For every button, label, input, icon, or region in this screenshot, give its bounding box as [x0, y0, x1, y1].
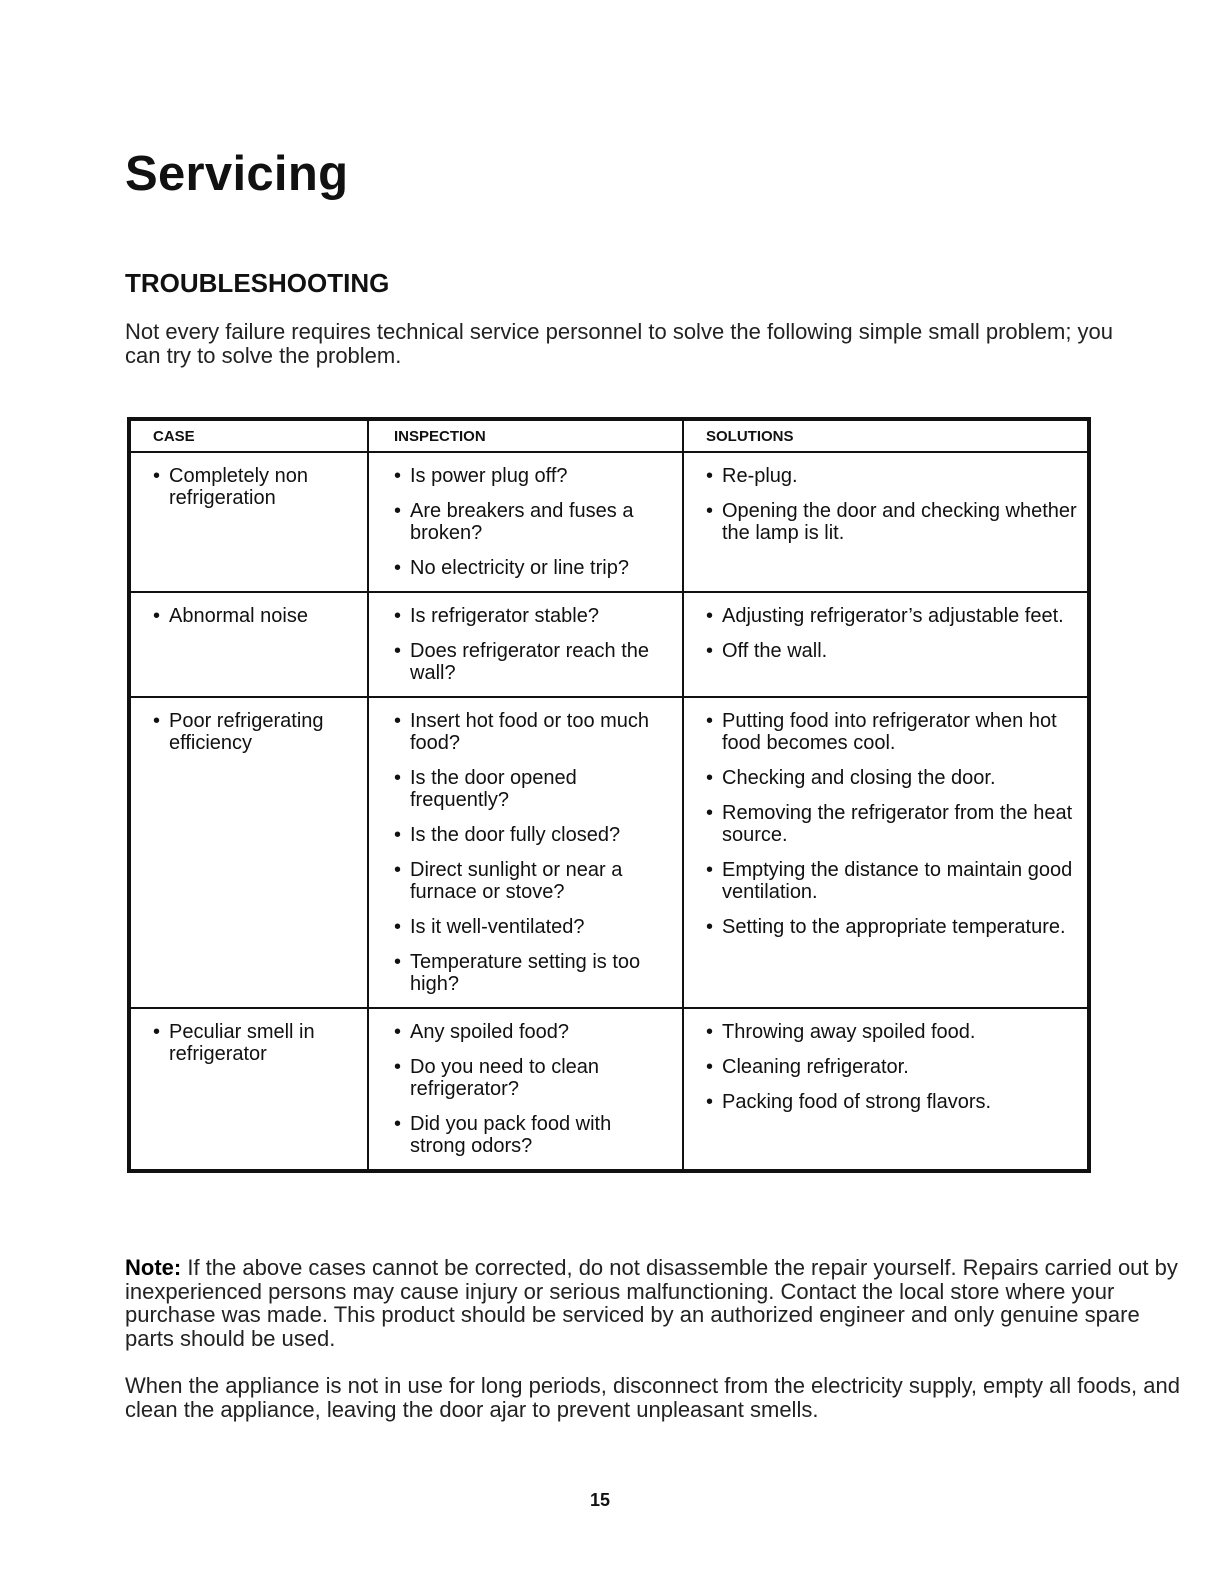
table-row: [131, 452, 1087, 592]
inspection-item: • Are breakers and fuses a broken?: [394, 500, 672, 544]
intro-paragraph: Not every failure requires technical service personnel to solve the following simple small problem; you can try to solve the problem.: [125, 319, 1114, 368]
case-item: • Peculiar smell in refrigerator: [153, 1021, 357, 1065]
inspection-item: • Is power plug off?: [394, 465, 672, 487]
case-item: • Completely non refrigeration: [153, 465, 357, 509]
inspection-item: • Any spoiled food?: [394, 1021, 672, 1043]
solution-item: • Throwing away spoiled food.: [706, 1021, 1077, 1043]
inspection-cell: [368, 592, 683, 697]
case-item: • Poor refrigerating efficiency: [153, 710, 357, 754]
inspection-item: • Is refrigerator stable?: [394, 605, 672, 627]
table-row: [131, 1008, 1087, 1169]
header-case: CASE: [131, 421, 368, 452]
solutions-cell: [683, 697, 1087, 1008]
solution-item: • Putting food into refrigerator when hot food becomes cool.: [706, 710, 1077, 754]
inspection-item: • Did you pack food with strong odors?: [394, 1113, 672, 1157]
inspection-item: • Insert hot food or too much food?: [394, 710, 672, 754]
case-item: • Abnormal noise: [153, 605, 357, 627]
note-text: If the above cases cannot be corrected, do not disassemble the repair yourself. Repairs carried out by inexperienced persons may cause injury or serious malfunctioning. Contact the local store where your purchase was made. This product should be serviced by an authorized engineer and only genuine spare parts should be used.: [125, 1255, 1178, 1351]
page-number: 15: [589, 1490, 611, 1510]
solution-item: • Emptying the distance to maintain good ventilation.: [706, 859, 1077, 903]
solution-item: • Opening the door and checking whether the lamp is lit.: [706, 500, 1077, 544]
inspection-cell: [368, 452, 683, 592]
solution-item: • Removing the refrigerator from the heat source.: [706, 802, 1077, 846]
solution-item: • Packing food of strong flavors.: [706, 1091, 1077, 1113]
inspection-item: • Is it well-ventilated?: [394, 916, 672, 938]
solutions-cell: [683, 1008, 1087, 1169]
section-heading: TROUBLESHOOTING: [125, 268, 390, 298]
solution-item: • Off the wall.: [706, 640, 1077, 662]
inspection-item: • Is the door fully closed?: [394, 824, 672, 846]
inspection-item: • Direct sunlight or near a furnace or stove?: [394, 859, 672, 903]
solution-item: • Re-plug.: [706, 465, 1077, 487]
solution-item: • Cleaning refrigerator.: [706, 1056, 1077, 1078]
note-label: Note:: [125, 1255, 182, 1280]
solution-item: • Adjusting refrigerator’s adjustable feet.: [706, 605, 1077, 627]
solutions-cell: [683, 592, 1087, 697]
inspection-item: • Do you need to clean refrigerator?: [394, 1056, 672, 1100]
solutions-cell: [683, 452, 1087, 592]
table-row: [131, 697, 1087, 1008]
case-cell: [131, 452, 368, 592]
inspection-cell: [368, 1008, 683, 1169]
solution-item: • Setting to the appropriate temperature.: [706, 916, 1077, 938]
inspection-item: • Temperature setting is too high?: [394, 951, 672, 995]
inspection-cell: [368, 697, 683, 1008]
inspection-item: • Does refrigerator reach the wall?: [394, 640, 672, 684]
table-row: [131, 592, 1087, 697]
note-paragraph: [125, 1256, 1185, 1350]
inspection-item: • Is the door opened frequently?: [394, 767, 672, 811]
page-title: Servicing: [125, 147, 349, 201]
header-solutions: SOLUTIONS: [683, 421, 1087, 452]
solution-item: • Checking and closing the door.: [706, 767, 1077, 789]
storage-paragraph: When the appliance is not in use for long periods, disconnect from the electricity supply, empty all foods, and clean the appliance, leaving the door ajar to prevent unpleasant smells.: [125, 1373, 1180, 1422]
case-cell: [131, 592, 368, 697]
table-header-row: [131, 421, 1087, 452]
case-cell: [131, 697, 368, 1008]
header-inspection: INSPECTION: [368, 421, 683, 452]
troubleshooting-table: [127, 417, 1091, 1173]
case-cell: [131, 1008, 368, 1169]
inspection-item: • No electricity or line trip?: [394, 557, 672, 579]
